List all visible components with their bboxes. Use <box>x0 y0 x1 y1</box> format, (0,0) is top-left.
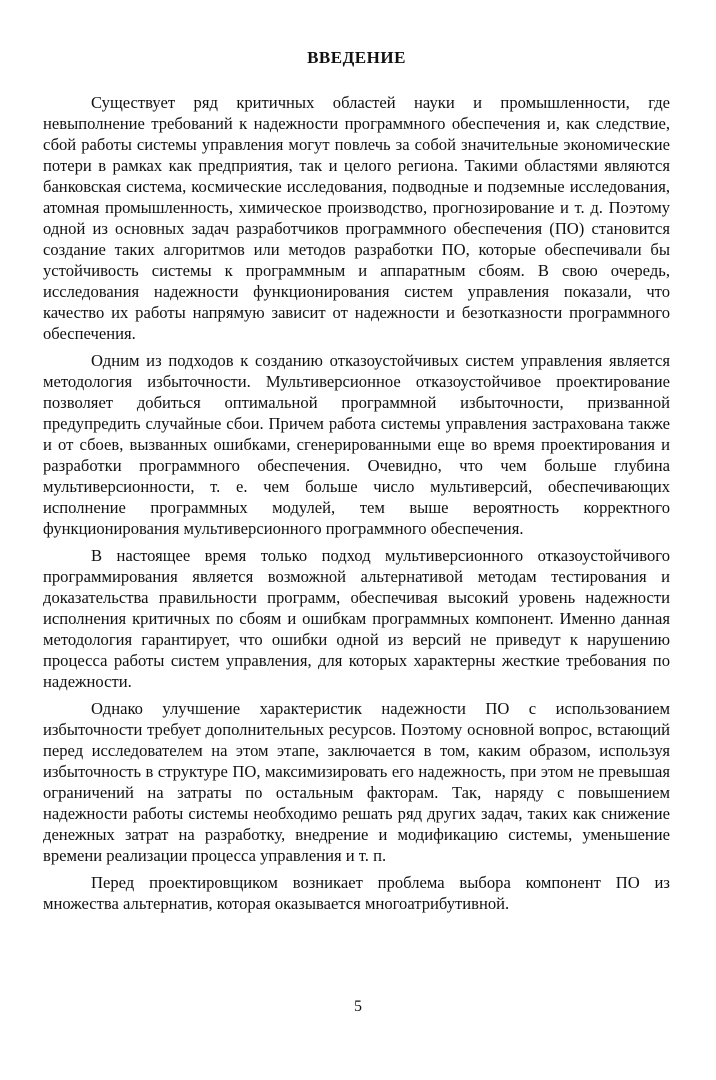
paragraph-3: В настоящее время только подход мультиверсионного отказоустойчивого программирования является возможной альтернативой методам тестирования и доказательства правильности программ, обеспечивая высокий уровень надежности исполнения критичных по сбоям и ошибкам программных компонент. Именно данная методология гарантирует, что ошибки одной из версий не приведут к нарушению процесса работы систем управления, для которых характерны жесткие требования по надежности. <box>43 546 670 691</box>
page-number: 5 <box>354 998 362 1015</box>
paragraph-1: Существует ряд критичных областей науки и промышленности, где невыполнение требований к надежности программного обеспечения и, как следствие, сбой работы системы управления могут повлечь за собой значительные экономические потери в рамках как предприятия, так и целого региона. Такими областями являются банковская система, космические исследования, подводные и подземные исследования, атомная промышленность, химическое производство, прогнозирование и т. д. Поэтому одной из основных задач разработчиков программного обеспечения (ПО) становится создание таких алгоритмов или методов разработки ПО, которые обеспечивали бы устойчивость системы к программным и аппаратным сбоям. В свою очередь, исследования надежности функционирования систем управления показали, что качество их работы напрямую зависит от надежности и безотказности программного обеспечения. <box>43 93 670 343</box>
paragraph-5: Перед проектировщиком возникает проблема выбора компонент ПО из множества альтернатив, которая оказывается многоатрибутивной. <box>43 873 670 913</box>
paragraph-2: Одним из подходов к созданию отказоустойчивых систем управления является методология избыточности. Мультиверсионное отказоустойчивое проектирование позволяет добиться оптимальной программной избыточности, призванной предупредить случайные сбои. Причем работа системы управления застрахована также и от сбоев, вызванных ошибками, сгенерированными еще во время проектирования и разработки программного обеспечения. Очевидно, что чем больше глубина мультиверсионности, т. е. чем больше число мультиверсий, обеспечивающих исполнение программных модулей, тем выше вероятность корректного функционирования мультиверсионного программного обеспечения. <box>43 351 670 538</box>
page-title: ВВЕДЕНИЕ <box>307 48 406 67</box>
paragraph-4: Однако улучшение характеристик надежности ПО с использованием избыточности требует дополнительных ресурсов. Поэтому основной вопрос, встающий перед исследователем на этом этапе, заключается в том, каким образом, используя избыточность в структуре ПО, максимизировать его надежность, при этом не превышая ограничений на затраты по остальным факторам. Так, наряду с повышением надежности работы системы необходимо решать ряд других задач, таких как снижение денежных затрат на разработку, внедрение и модификацию системы, уменьшение времени реализации процесса управления и т. п. <box>43 699 670 865</box>
